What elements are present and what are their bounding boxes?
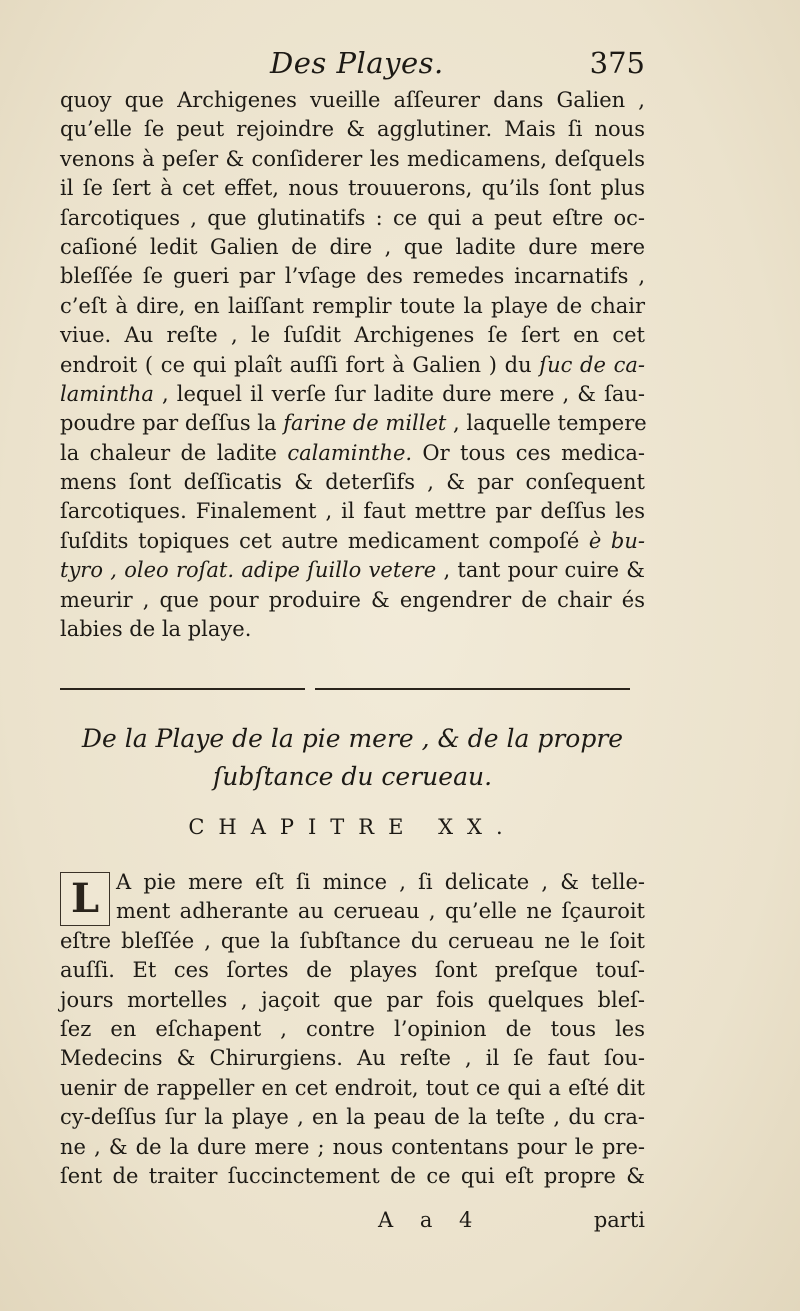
text-line: Medecins & Chirurgiens. Au reſte , il ſe faut ſou- bbox=[60, 1046, 645, 1071]
text-line: quoy que Archigenes vueille aſſeurer dans Galien , bbox=[60, 88, 645, 112]
text-run: , lequel il verſe ſur ladite dure mere , & ſau- bbox=[153, 381, 645, 406]
text-run: , laquelle tempere bbox=[446, 411, 647, 436]
text-line: c’eſt à dire, en laiſſant remplir toute la playe de chair bbox=[60, 293, 645, 318]
text-run: Or tous ces medica- bbox=[412, 440, 645, 465]
section-title-line: ſubſtance du cerueau. bbox=[212, 762, 493, 791]
text-line: uenir de rappeller en cet endroit, tout ce qui a eſté dit bbox=[60, 1075, 645, 1100]
italic-run: lamintha bbox=[60, 381, 154, 406]
text-line: ſez en eſchapent , contre l’opinion de tous les bbox=[60, 1016, 645, 1041]
divider-segment bbox=[60, 688, 305, 690]
signature-mark: A a 4 bbox=[378, 1208, 483, 1232]
text-line bbox=[60, 439, 645, 468]
text-line: jours mortelles , jaçoit que par fois quelques bleſ- bbox=[60, 987, 645, 1012]
italic-run: calaminthe. bbox=[287, 440, 413, 465]
text-line: labies de la playe. bbox=[60, 617, 252, 642]
page-header bbox=[60, 44, 645, 90]
text-line: il ſe ſert à cet effet, nous trouuerons, qu’ils ſont plus bbox=[60, 176, 645, 201]
text-line: qu’elle ſe peut rejoindre & agglutiner. Mais ſi nous bbox=[60, 117, 645, 142]
text-run: endroit ( ce qui plaît auſſi fort à Galien ) du bbox=[60, 352, 540, 377]
catchword: parti bbox=[593, 1208, 645, 1232]
italic-run: farine de millet bbox=[283, 411, 447, 436]
text-line: ne , & de la dure mere ; nous contentans pour le pre- bbox=[60, 1134, 645, 1159]
text-line: cy-deſſus ſur la playe , en la peau de la teſte , du cra- bbox=[60, 1105, 645, 1130]
text-line: bleſſée ſe gueri par l’vſage des remedes incarnatifs , bbox=[60, 264, 645, 289]
dropcap-letter: L bbox=[70, 875, 100, 922]
paragraph-2 bbox=[60, 868, 645, 1191]
dropcap-ornament bbox=[60, 872, 110, 926]
page-number: 375 bbox=[589, 46, 645, 80]
text-run: , tant pour cuire & bbox=[436, 558, 645, 583]
chapter-heading: CHAPITRE XX. bbox=[188, 815, 517, 839]
text-line: A pie mere eſt ſi mince , ſi delicate , & telle- bbox=[116, 870, 645, 894]
italic-run: è bu- bbox=[588, 528, 645, 553]
italic-run: ſuc de ca- bbox=[539, 352, 645, 377]
section-divider bbox=[60, 688, 630, 692]
text-line bbox=[60, 556, 645, 585]
text-line: ment adherante au cerueau , qu’elle ne ſçauroit bbox=[116, 899, 645, 924]
text-line: caſioné ledit Galien de dire , que ladite dure mere bbox=[60, 234, 645, 259]
text-line: meurir , que pour produire & engendrer de chair és bbox=[60, 587, 645, 612]
text-line: ſarcotiques. Finalement , il faut mettre par deſſus les bbox=[60, 499, 645, 524]
section-title-line: De la Playe de la pie mere , & de la propre bbox=[81, 724, 624, 753]
text-line bbox=[60, 351, 645, 380]
italic-run: tyro , oleo roſat. adipe ſuillo vetere bbox=[60, 558, 437, 583]
text-line bbox=[60, 380, 645, 409]
text-line: ſarcotiques , que glutinatifs : ce qui a peut eſtre oc- bbox=[60, 205, 645, 230]
text-line: mens ſont deſſicatis & deterſifs , & par conſequent bbox=[60, 470, 645, 495]
text-line: venons à peſer & conſiderer les medicamens, deſquels bbox=[60, 146, 645, 171]
text-line: eſtre bleſſée , que la ſubſtance du cerueau ne le ſoit bbox=[60, 928, 645, 953]
paragraph-1 bbox=[60, 86, 645, 644]
section-title bbox=[60, 720, 645, 796]
text-run: ſuſdits topiques cet autre medicament compoſé bbox=[60, 528, 589, 553]
text-line: auſſi. Et ces ſortes de playes ſont preſque touſ- bbox=[60, 958, 645, 983]
text-line bbox=[60, 409, 645, 438]
text-line: viue. Au reſte , le ſuſdit Archigenes ſe ſert en cet bbox=[60, 323, 645, 348]
text-line: ſent de traiter ſuccinctement de ce qui eſt propre & bbox=[60, 1163, 645, 1188]
divider-segment bbox=[315, 688, 630, 690]
text-line bbox=[60, 527, 645, 556]
text-run: la chaleur de ladite bbox=[60, 440, 288, 465]
text-run: poudre par deſſus la bbox=[60, 411, 284, 436]
running-title: Des Playes. bbox=[270, 46, 444, 80]
page-footer bbox=[60, 1208, 645, 1238]
